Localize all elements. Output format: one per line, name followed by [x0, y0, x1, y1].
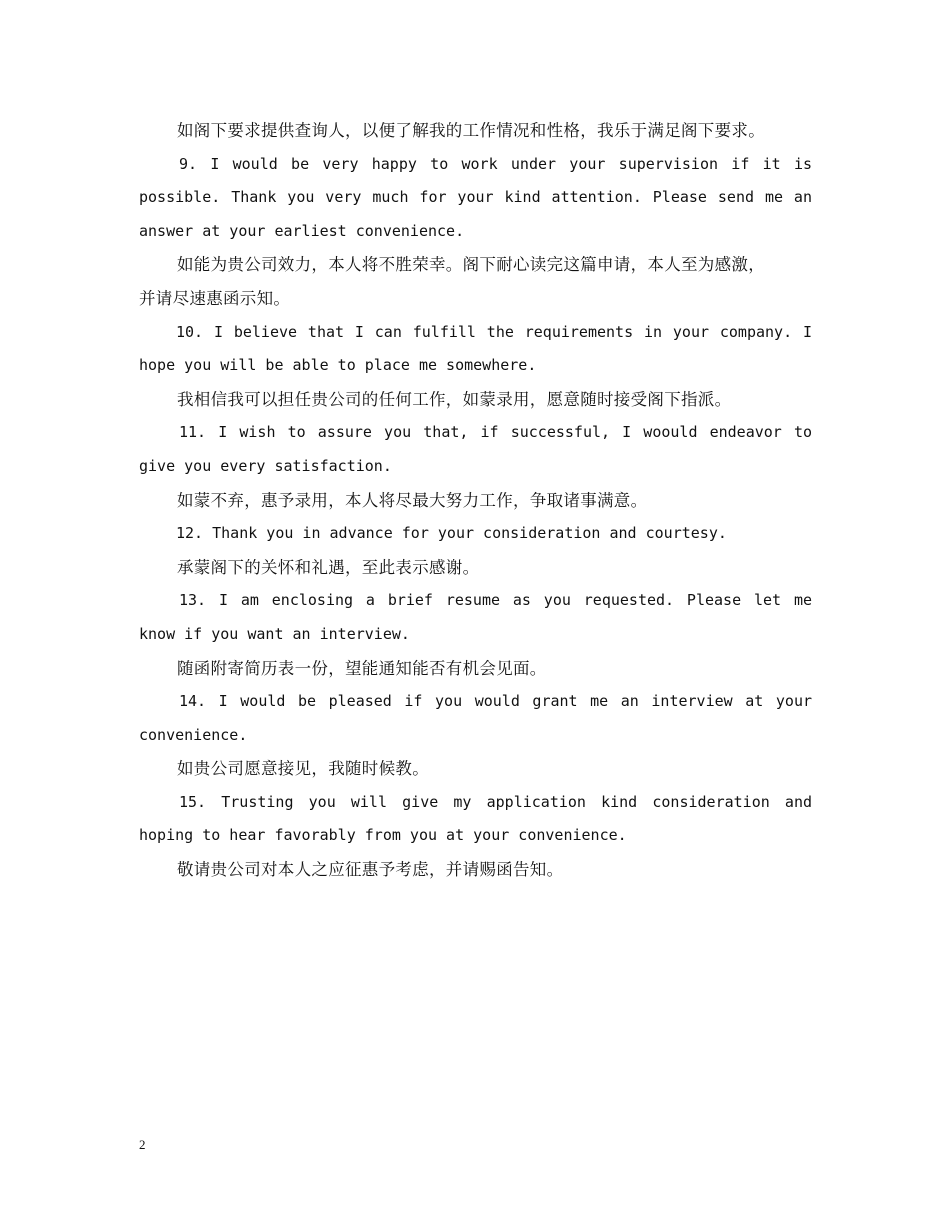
chinese-item-13: 随函附寄简历表一份，望能通知能否有机会见面。	[177, 658, 547, 678]
chinese-item-9-line-1: 如能为贵公司效力，本人将不胜荣幸。阁下耐心读完这篇申请，本人至为感激，	[177, 255, 765, 275]
english-item-9-line-1: 9. I would be very happy to work under your supervision if it is	[179, 154, 812, 173]
english-item-11-line-1: 11. I wish to assure you that, if successful, I woould endeavor to	[179, 423, 812, 442]
document-body	[139, 114, 812, 887]
english-item-14-line-1: 14. I would be pleased if you would grant me an interview at your	[179, 692, 812, 711]
english-item-11-line-2: give you every satisfaction.	[139, 456, 392, 475]
english-item-10-line-1: 10. I believe that I can fulfill the requirements in your company. I	[176, 322, 812, 341]
english-item-12: 12. Thank you in advance for your consideration and courtesy.	[176, 524, 727, 543]
page-number: 2	[139, 1137, 146, 1152]
chinese-item-15: 敬请贵公司对本人之应征惠予考虑，并请赐函告知。	[177, 860, 564, 880]
chinese-item-10: 我相信我可以担任贵公司的任何工作，如蒙录用，愿意随时接受阁下指派。	[177, 389, 732, 409]
chinese-item-14: 如贵公司愿意接见，我随时候教。	[177, 759, 429, 779]
english-item-14-line-2: convenience.	[139, 725, 248, 744]
chinese-translation-line: 如阁下要求提供查询人，以便了解我的工作情况和性格，我乐于满足阁下要求。	[177, 121, 765, 140]
english-item-15-line-1: 15. Trusting you will give my application kind consideration and	[179, 792, 812, 811]
english-item-15-line-2: hoping to hear favorably from you at your convenience.	[139, 826, 627, 845]
english-item-13-line-2: know if you want an interview.	[139, 624, 410, 643]
chinese-item-11: 如蒙不弃，惠予录用，本人将尽最大努力工作，争取诸事满意。	[177, 490, 648, 510]
chinese-item-9-line-2: 并请尽速惠函示知。	[139, 288, 291, 308]
english-item-13-line-1: 13. I am enclosing a brief resume as you requested. Please let me	[179, 591, 812, 610]
english-item-9-line-2: possible. Thank you very much for your kind attention. Please send me an	[139, 188, 812, 207]
english-item-9-line-3: answer at your earliest convenience.	[139, 221, 465, 240]
english-item-10-line-2: hope you will be able to place me somewhere.	[139, 356, 537, 375]
chinese-item-12: 承蒙阁下的关怀和礼遇，至此表示感谢。	[177, 557, 480, 577]
